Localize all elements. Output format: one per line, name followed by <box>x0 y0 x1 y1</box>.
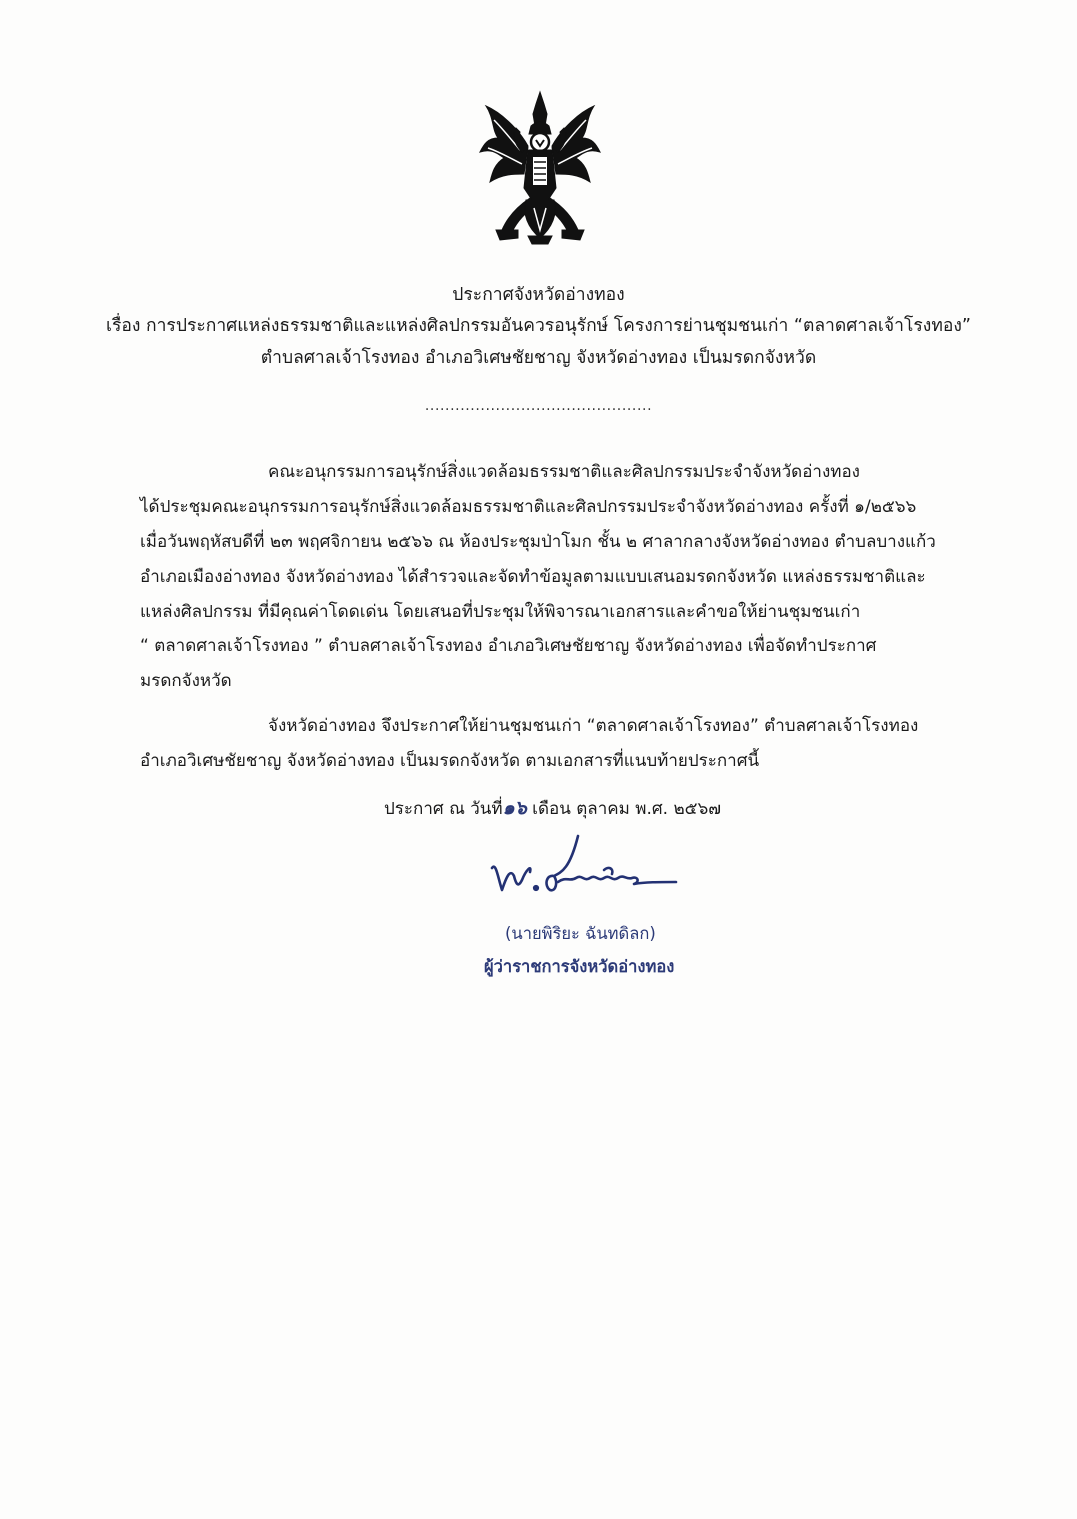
body-paragraph-1-line: อำเภอเมืองอ่างทอง จังหวัดอ่างทอง ได้สำรวจและจัดทำข้อมูลตามแบบเสนอมรดกจังหวัด แหล่งธรรมชาติและ <box>140 567 926 587</box>
announcement-month-year: เดือน ตุลาคม พ.ศ. ๒๕๖๗ <box>526 799 722 819</box>
document-title: ประกาศจังหวัดอ่างทอง <box>452 285 625 305</box>
body-paragraph-1-line: มรดกจังหวัด <box>140 671 232 691</box>
signer-name: (นายพิริยะ ฉันทดิลก) <box>505 924 656 943</box>
body-paragraph-1-line: แหล่งศิลปกรรม ที่มีคุณค่าโดดเด่น โดยเสนอที่ประชุมให้พิจารณาเอกสารและคำขอให้ย่านชุมชนเก่า <box>140 602 861 622</box>
body-paragraph-2-line: อำเภอวิเศษชัยชาญ จังหวัดอ่างทอง เป็นมรดกจังหวัด ตามเอกสารที่แนบท้ายประกาศนี้ <box>140 751 760 771</box>
body-paragraph-1-line: คณะอนุกรรมการอนุรักษ์สิ่งแวดล้อมธรรมชาติและศิลปกรรมประจำจังหวัดอ่างทอง <box>268 462 860 482</box>
subject-line-1: เรื่อง การประกาศแหล่งธรรมชาติและแหล่งศิลปกรรมอันควรอนุรักษ์ โครงการย่านชุมชนเก่า “ตลาดศาลเจ้าโรงทอง” <box>106 316 971 336</box>
body-paragraph-1-line: “ ตลาดศาลเจ้าโรงทอง ” ตำบลศาลเจ้าโรงทอง อำเภอวิเศษชัยชาญ จังหวัดอ่างทอง เพื่อจัดทำประกาศ <box>140 636 877 656</box>
subject-line-2: ตำบลศาลเจ้าโรงทอง อำเภอวิเศษชัยชาญ จังหวัดอ่างทอง เป็นมรดกจังหวัด <box>260 348 817 368</box>
announcement-date <box>384 796 721 821</box>
signer-position: ผู้ว่าราชการจังหวัดอ่างทอง <box>484 957 675 976</box>
separator-dots: ............................................. <box>424 398 653 414</box>
garuda-emblem-icon <box>478 88 602 252</box>
body-paragraph-1-line: เมื่อวันพฤหัสบดีที่ ๒๓ พฤศจิกายน ๒๕๖๖ ณ ห้องประชุมป่าโมก ชั้น ๒ ศาลากลางจังหวัดอ่างทอง ตำบลบางแก้ว <box>140 532 936 552</box>
handwritten-signature-icon <box>484 828 684 908</box>
announcement-prefix: ประกาศ ณ วันที่ <box>384 799 503 819</box>
body-paragraph-1-line: ได้ประชุมคณะอนุกรรมการอนุรักษ์สิ่งแวดล้อมธรรมชาติและศิลปกรรมประจำจังหวัดอ่างทอง ครั้งที่ ๑/๒๕๖๖ <box>140 497 917 517</box>
body-paragraph-2-line: จังหวัดอ่างทอง จึงประกาศให้ย่านชุมชนเก่า “ตลาดศาลเจ้าโรงทอง” ตำบลศาลเจ้าโรงทอง <box>268 716 919 736</box>
announcement-day: ๑๖ <box>502 797 527 819</box>
